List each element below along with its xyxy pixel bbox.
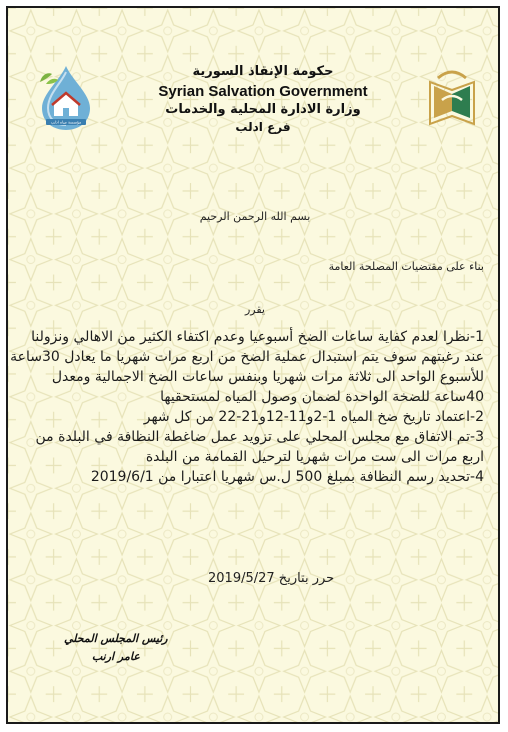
decision-item: 2-اعتماد تاريخ ضخ المياه 1-2و11-12و21-22 من كل شهر [143,409,484,425]
branch-name: فرع ادلب [235,120,291,134]
preamble: بناء على مقتضيات المصلحة العامة [328,260,484,273]
water-drop-house-logo [32,64,100,132]
decision-item: 3-تم الاتفاق مع مجلس المحلي على تزويد عمل ضاغطة النظافة في البلدة من اربع مرات الى ست مرات شهريا لترحيل القمامة من البلدة [35,429,484,465]
letterhead [158,64,368,134]
decision-item: 1-نظرا لعدم كفاية ساعات الضخ أسبوعيا وعدم اكتفاء الكثير من الاهالي ونزولنا عند رغبتهم سوف يتم استبدال عملية الضخ من اربع مرات شهريا ما يعادل 30ساعة للأسبوع الواحد الى ثلاثة مرات شهريا وبنفس ساعات الضخ الاجمالية ومعدل 40ساعة للضخة الواحدة لضمان وصول المياه لمستحقيها [10,329,484,405]
decision-item: 4-تحديد رسم النظافة بمبلغ 500 ل.س شهريا اعتبارا من 2019/6/1 [90,469,484,485]
decides-heading: يقرر [244,303,265,316]
document-page [6,6,500,724]
government-name-arabic: حكومة الإنقاذ السورية [192,64,334,79]
signature-block [64,630,168,666]
issue-date: حرر بتاريخ 2019/5/27 [208,571,335,586]
ministry-name: وزارة الادارة المحلية والخدمات [165,102,361,117]
signatory-name: عامر ارنب [91,650,140,663]
government-name-english: Syrian Salvation Government [158,83,368,100]
basmala: بسم الله الرحمن الرحيم [199,210,311,223]
decision-items [10,327,484,487]
logo-caption: مؤسسة مياه ادلب [50,119,82,125]
signatory-title: رئيس المجلس المحلي [64,632,168,645]
salvation-government-logo [424,68,480,130]
